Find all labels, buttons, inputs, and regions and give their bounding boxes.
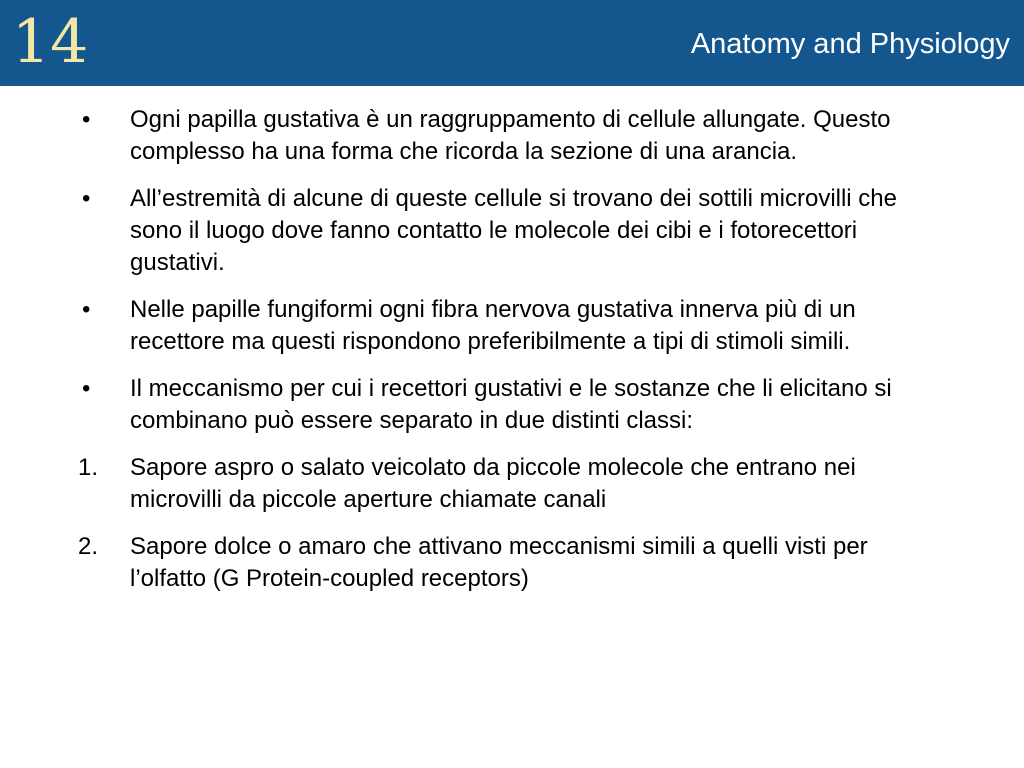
bullet-text: Il meccanismo per cui i recettori gustativi e le sostanze che li elicitano si combinano può essere separato in due distinti classi:	[130, 375, 892, 434]
bullet-marker: •	[82, 185, 91, 212]
bullet-text: Ogni papilla gustativa è un raggruppamento di cellule allungate. Questo complesso ha una forma che ricorda la sezione di una arancia.	[130, 106, 891, 165]
bullet-text: All’estremità di alcune di queste cellule si trovano dei sottili microvilli che sono il luogo dove fanno contatto le molecole dei cibi e i fotorecettori gustativi.	[130, 185, 898, 276]
numbered-item-2	[78, 531, 938, 595]
header-title: Anatomy and Physiology	[690, 28, 1010, 60]
bullet-item-4	[78, 373, 938, 437]
bullet-item-2	[78, 183, 938, 279]
bullet-marker: •	[82, 106, 91, 133]
number-marker: 2.	[78, 533, 99, 560]
chapter-number: 14	[12, 7, 89, 77]
bullet-text: Nelle papille fungiformi ogni fibra nervova gustativa innerva più di un recettore ma questi rispondono preferibilmente a tipi di stimoli simili.	[130, 296, 856, 355]
bullet-marker: •	[82, 296, 91, 323]
bullet-marker: •	[82, 375, 91, 402]
numbered-text: Sapore aspro o salato veicolato da piccole molecole che entrano nei microvilli da piccole aperture chiamate canali	[130, 454, 856, 513]
number-marker: 1.	[78, 454, 99, 481]
header-bar	[0, 0, 1024, 86]
bullet-item-3	[78, 294, 938, 358]
bullet-item-1	[78, 104, 938, 168]
numbered-text: Sapore dolce o amaro che attivano meccanismi simili a quelli visti per l’olfatto (G Protein-coupled receptors)	[130, 533, 868, 592]
numbered-item-1	[78, 452, 938, 516]
slide-content	[78, 104, 938, 610]
